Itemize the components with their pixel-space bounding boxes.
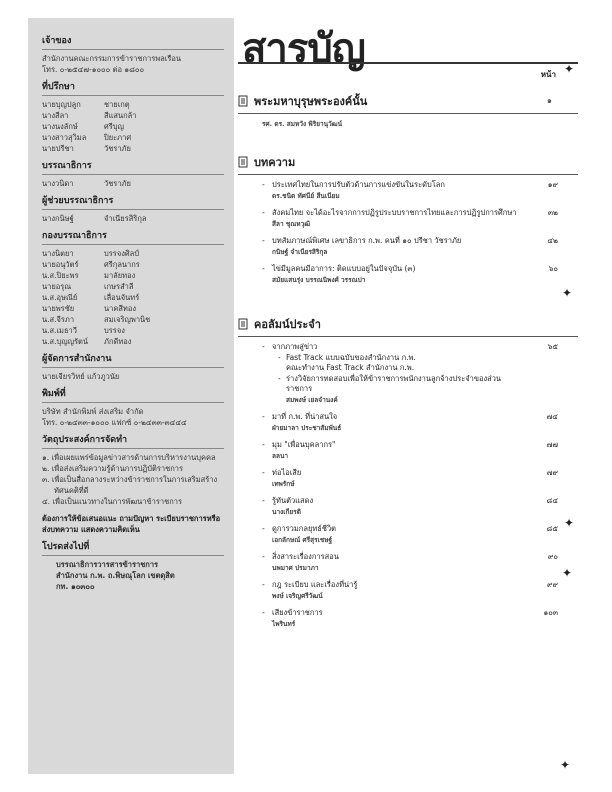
toc-entry[interactable]: - สังคมไทย จะได้อะไรจากการปฏิรูประบบราชการไทยและการปฏิรูปการศึกษา สีลา ชุณหวุฒิ ๓๒ — [262, 208, 558, 228]
objectives-heading: วัตถุประสงค์การจัดทำ — [42, 435, 128, 445]
section-author: รศ. ดร. สมหวัง พิริยานุวัฒน์ — [262, 120, 343, 128]
board-row: นายอนุวัตร์ ศรีกุลนากร — [42, 260, 140, 269]
section-rule — [238, 113, 578, 114]
asst-editor-heading: ผู้ช่วยบรรณาธิการ — [42, 196, 114, 206]
divider — [42, 49, 224, 50]
section-heading — [238, 153, 578, 171]
board-row: น.ส.ปิยะพร มาลัยทอง — [42, 271, 136, 280]
document-icon — [238, 318, 249, 330]
toc-section — [238, 92, 578, 129]
divider — [42, 448, 224, 449]
manager-line: นายเจียรวิทย์ แก้วภูวนัย — [42, 372, 120, 381]
masthead-sidebar — [28, 18, 234, 774]
advisor-row: นางสีลา สีแสนกล้า — [42, 111, 137, 120]
board-row: นางนิตยา บรรจงศิลป์ — [42, 249, 139, 258]
toc-entry[interactable]: - ดูการวมกลยุทธ์ชีวิต เอกลักษณ์ ศรีสุรเชษฐ์ ๘๕ — [262, 524, 558, 544]
objective-item: ๓. เพื่อเป็นสื่อกลางระหว่างข้าราชการในการเสริมสร้างทัศนคติที่ดี — [42, 475, 218, 495]
board-row: น.ส.จีรภา สมเจริญพานิช — [42, 315, 151, 324]
asst-editor-row: นางกนิษฐ์ จำเนียรสิริกุล — [42, 214, 147, 223]
toc-entry[interactable]: - รู้ทันตัวแสดง นางเกียรติ ๘๔ — [262, 496, 558, 516]
printer-line: บริษัท สำนักพิมพ์ ส่งเสริม จำกัด — [42, 407, 144, 416]
section-page: ๑ — [546, 96, 552, 105]
toc-entry[interactable]: - มุม "เพื่อนบุคลากร" ลลนา ๗๗ — [262, 440, 558, 460]
editor-heading: บรรณาธิการ — [42, 161, 92, 171]
title-rule — [238, 62, 578, 64]
bird-ornament-icon: ✦ — [559, 758, 570, 772]
divider — [42, 244, 224, 245]
divider — [42, 95, 224, 96]
board-row: น.ส.อุษณีย์ เลื่อนจันทร์ — [42, 293, 140, 302]
toc-section — [238, 315, 578, 629]
editor-row: นางวนิดา วัชราภัย — [42, 179, 131, 188]
board-row: นายอรุณ เกษรสำลี — [42, 282, 134, 291]
advisors-list — [42, 99, 224, 154]
divider — [42, 402, 224, 403]
toc-entry[interactable]: - ท่อไอเสีย เทพรักษ์ ๗๙ — [262, 468, 558, 488]
divider — [42, 367, 224, 368]
contact-note: ต้องการให้ข้อเสนอแนะ ถามปัญหา ระเบียบราชการหรือส่งบทความ แสดงความคิดเห็น — [42, 514, 221, 534]
section-title: บทความ — [254, 156, 296, 169]
divider — [42, 209, 224, 210]
printer-line: โทร. ๐-๒๔๓๓-๑๐๐๐ แฟกซ์ ๐-๒๔๓๓-๓๔๔๔ — [42, 418, 187, 427]
page-column-label: หน้า — [540, 70, 556, 79]
objective-item: ๑. เพื่อเผยแพร่ข้อมูลข่าวสารด้านการบริหารงานบุคคล — [42, 453, 216, 462]
owner-line: โทร. ๐-๒๕๔๗-๑๐๐๐ ต่อ ๑๘๐๐ — [42, 65, 145, 74]
section-heading — [238, 92, 578, 110]
toc-entry[interactable]: - กฎ ระเบียบ และเรื่องที่น่ารู้ พงษ์ เจริญศรีวัฒน์ ๙๙ — [262, 580, 558, 600]
page-title: สารบัญ — [242, 25, 365, 72]
section-heading — [238, 315, 578, 333]
toc-entry[interactable]: - มาที่ ก.พ. ที่น่าสนใจ ฝ่ายมาลา ประชาสัมพันธ์ ๗๔ — [262, 412, 558, 432]
ship-line: สำนักงาน ก.พ. ถ.พิษณุโลก เขตดุสิต — [56, 571, 175, 580]
owner-heading: เจ้าของ — [42, 36, 72, 46]
ship-line: กท. ๑๐๓๐๐ — [56, 582, 95, 591]
document-icon — [238, 156, 249, 168]
advisor-row: นางสาวสุวิมล ปิยะภาศ — [42, 133, 132, 142]
bird-ornament-icon: ✦ — [563, 62, 574, 76]
toc-entry[interactable]: - สิ่งสาระเรื่องการสอน นพมาศ ปรมาภา ๙๐ — [262, 552, 558, 572]
objective-item: ๔. เพื่อเป็นแนวทางในการพัฒนาข้าราชการ — [42, 497, 182, 506]
advisor-row: นางนงลักษ์ ศรีบุญ — [42, 122, 124, 131]
ship-line: บรรณาธิการวารสารข้าราชการ — [56, 560, 159, 569]
advisor-row: นายบุญปลูก ชายเกตุ — [42, 100, 130, 109]
bird-ornament-icon: ✦ — [561, 566, 572, 580]
toc-entry[interactable]: - บทสัมภาษณ์พิเศษ เลขาธิการ ก.พ. คนที่ ๑๐ ปรีชา วัชราภัย กนิษฐ์ จำเนียรสิริกุล ๔๒ — [262, 236, 558, 256]
toc-subentry: - ร่างวิจัยการทดสอบเพื่อให้ข้าราชการพนักงานลูกจ้างประจำของส่วนราชการ — [278, 373, 502, 393]
document-icon — [238, 95, 249, 107]
section-title: พระมหาบุรุษพระองค์นั้น — [254, 95, 368, 108]
divider — [42, 174, 224, 175]
toc-entry[interactable]: - เสียงข้าราชการ ไพรินทร์ ๑๐๓ — [262, 608, 558, 628]
toc-entry[interactable]: - ประเทศไทยในการปรับตัวด้านการแข่งขันในระดับโลก ดร.ชนิต ทัศนีย์ สีนเนียม ๑๙ — [262, 180, 558, 200]
board-list — [42, 248, 224, 347]
section-rule — [238, 336, 578, 337]
toc-entry[interactable]: - จากภาพสู่ข่าว - Fast Track แบบฉบับของสำนักงาน ก.พ. คณะทำงาน Fast Track สำนักงาน ก.พ. - ร่างวิจัยการทดสอบเพื่อให้ข้าราชการพนักงานลูกจ้างประจำของส่วนราชการ สมพงษ์ เยลจำนงค์ ๖๕ — [262, 342, 558, 404]
board-row: นายพรชัย นาคสีทอง — [42, 304, 137, 313]
toc-entry[interactable]: - ไข่มีมูลคนมีอาการ: ติดแบบอยู่ในปัจจุบัน (๓) สมัยแสนรุ่ง บรรณนิพงศ์ วรรณปา ๖๐ — [262, 264, 558, 284]
advisor-row: นายปรีชา วัชราภัย — [42, 144, 131, 153]
bird-ornament-icon: ✦ — [563, 516, 574, 530]
section-rule — [238, 174, 578, 175]
advisors-heading: ที่ปรึกษา — [42, 82, 75, 92]
divider — [42, 555, 224, 556]
toc-subentry: คณะทำงาน Fast Track สำนักงาน ก.พ. — [286, 363, 415, 372]
toc-section — [238, 153, 578, 285]
printer-heading: พิมพ์ที่ — [42, 389, 66, 399]
board-heading: กองบรรณาธิการ — [42, 231, 107, 241]
owner-line: สำนักงานคณะกรรมการข้าราชการพลเรือน — [42, 54, 181, 63]
toc-header — [238, 18, 578, 72]
bird-ornament-icon: ✦ — [561, 286, 572, 300]
manager-heading: ผู้จัดการสำนักงาน — [42, 354, 112, 364]
toc-subentry: - Fast Track แบบฉบับของสำนักงาน ก.พ. — [278, 352, 416, 362]
ship-heading: โปรดส่งไปที่ — [42, 542, 90, 552]
section-title: คอลัมน์ประจำ — [254, 318, 321, 331]
table-of-contents — [238, 18, 578, 774]
objective-item: ๒. เพื่อส่งเสริมความรู้ด้านการปฏิบัติราชการ — [42, 464, 184, 473]
board-row: น.ส.เมธาวี บรรจง — [42, 326, 125, 335]
board-row: น.ส.บุญญรัตน์ ภักดีทอง — [42, 337, 132, 346]
